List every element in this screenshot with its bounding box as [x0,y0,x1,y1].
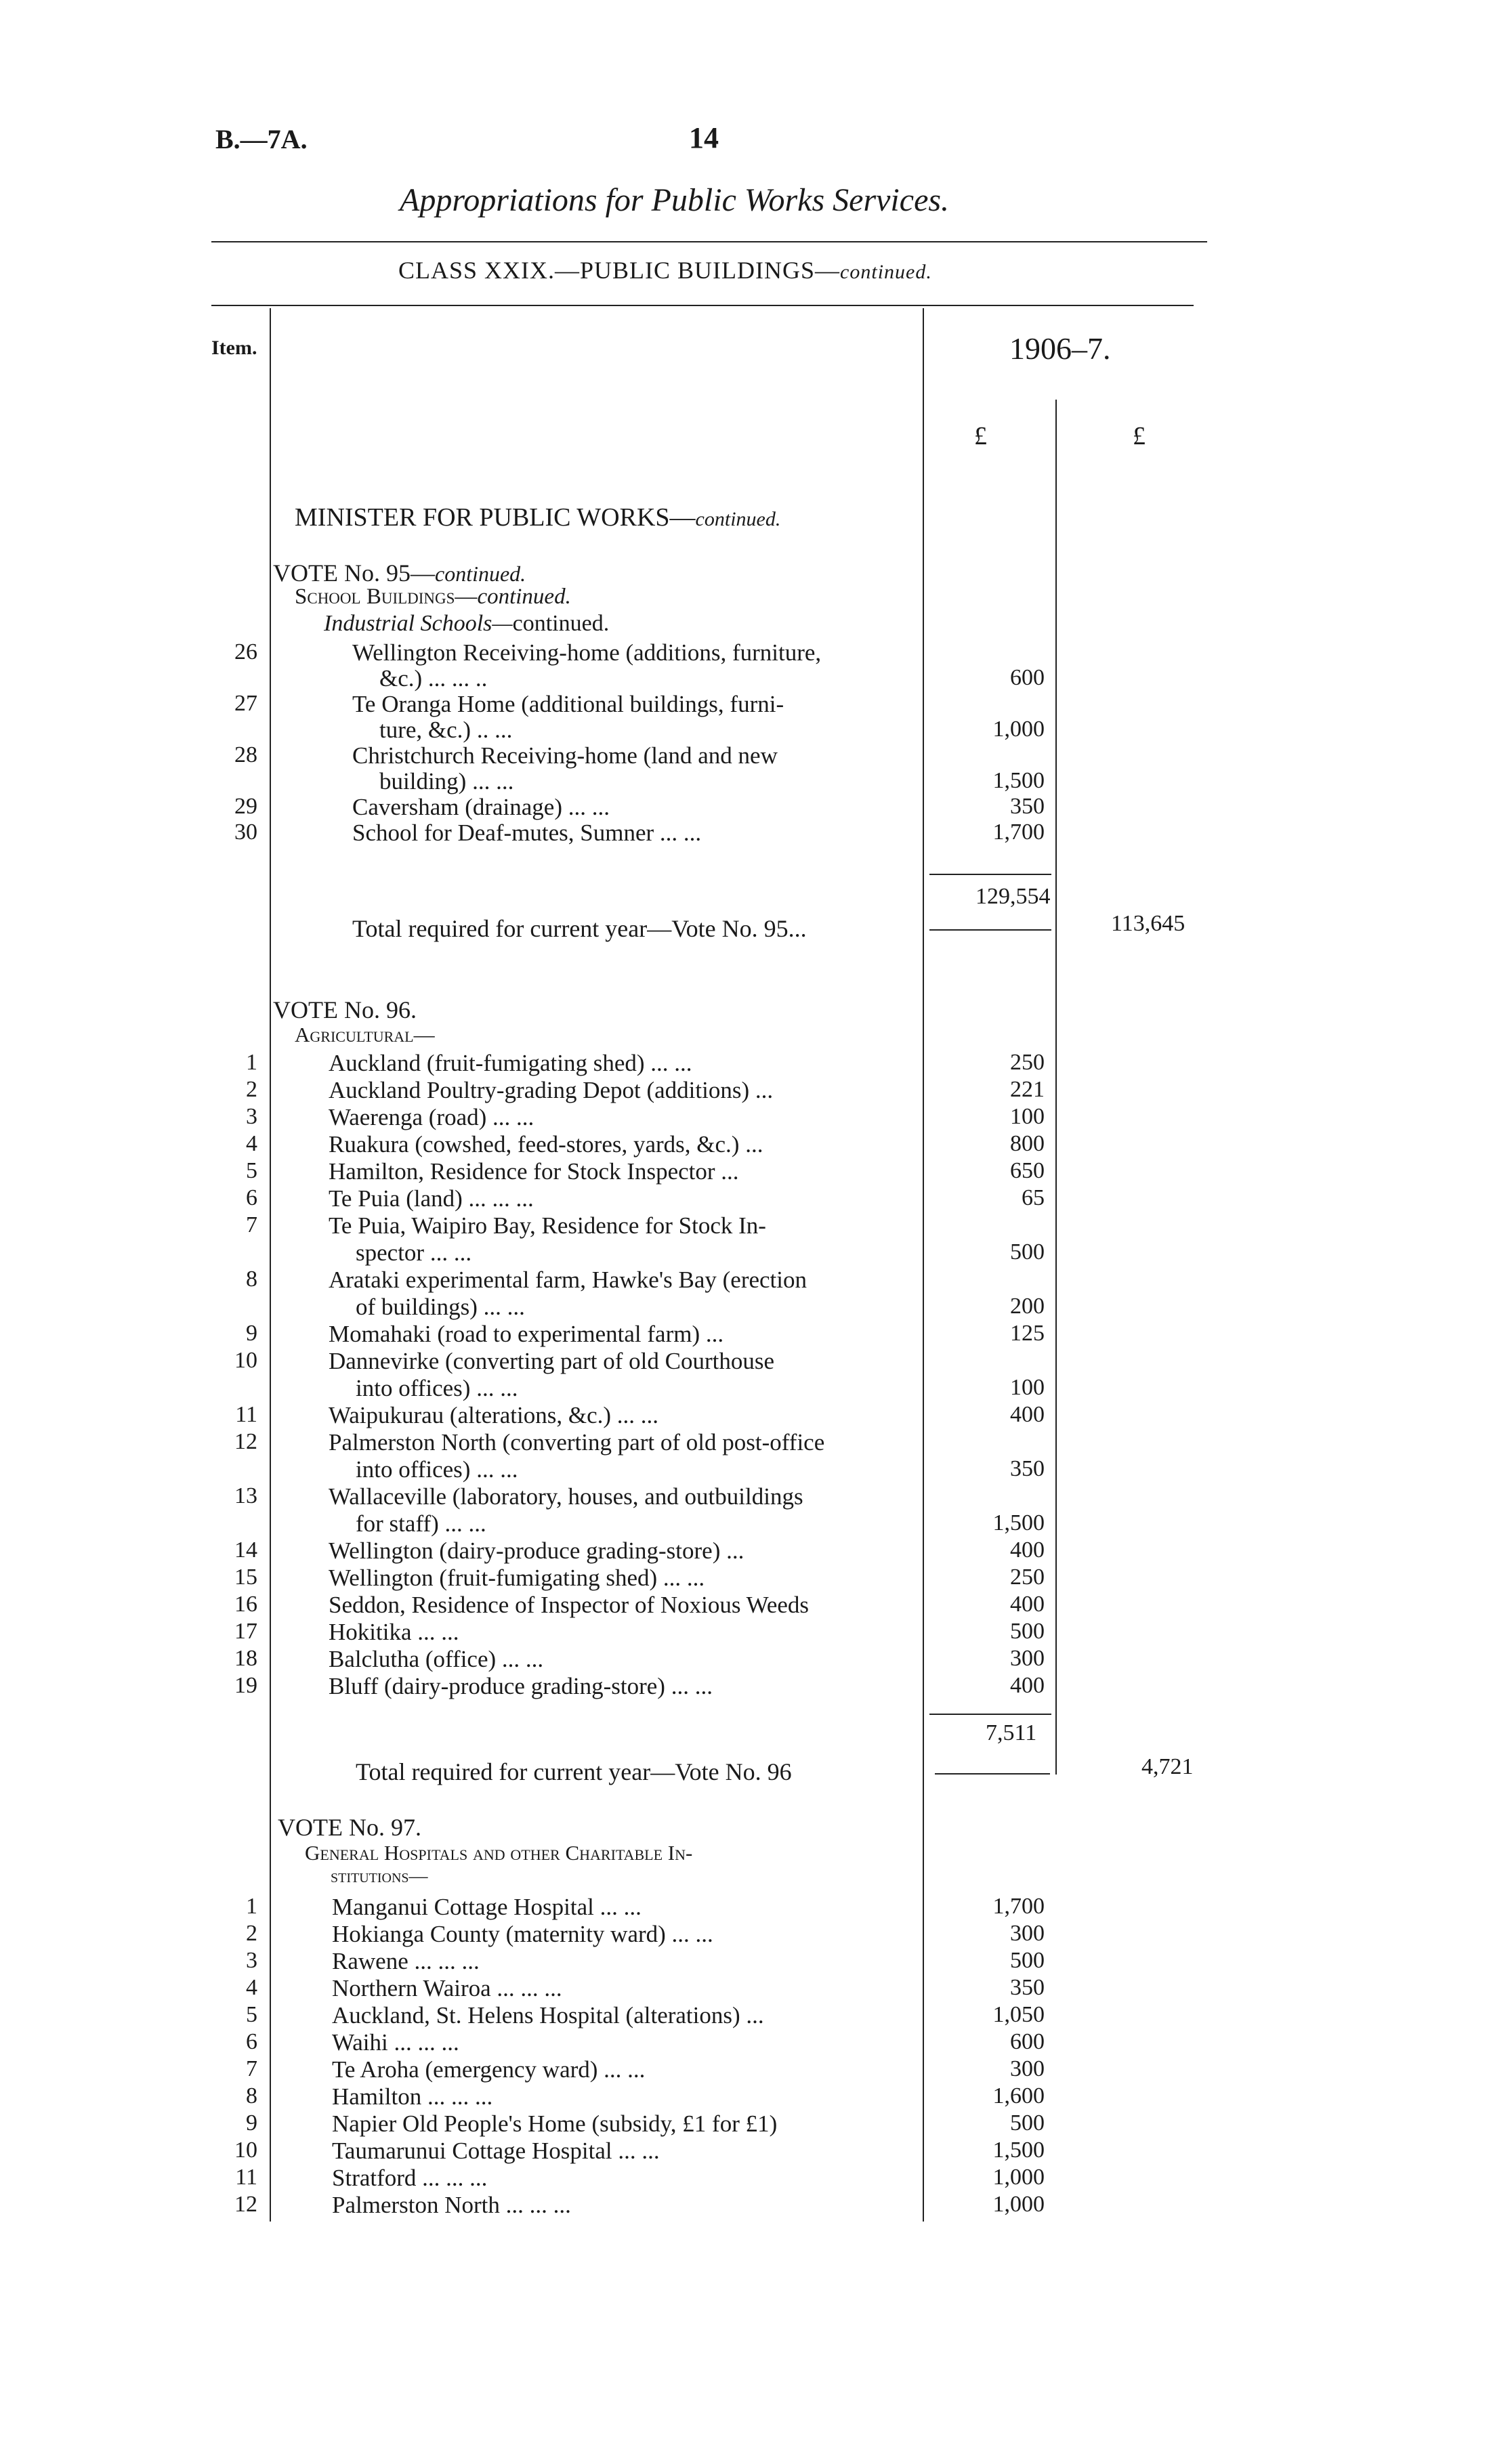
item-amount: 500 [1010,2110,1045,2136]
item-number: 12 [234,2192,257,2217]
item-amount: 1,000 [992,717,1045,742]
item-number: 7 [246,1212,257,1237]
document-reference: B.—7A. [215,124,308,154]
item-number: 12 [234,1429,257,1454]
item-number: 2 [246,1077,257,1102]
year-heading: 1906–7. [1009,331,1111,366]
item-description-continued: ture, &c.) .. ... [379,717,513,743]
item-number: 11 [235,2165,257,2190]
item-amount: 300 [1010,1921,1045,1946]
item-description: Palmerston North ... ... ... [332,2192,571,2218]
item-amount: 65 [1022,1185,1045,1210]
item-amount: 350 [1010,794,1045,819]
item-description: Waihi ... ... ... [332,2029,459,2056]
item-number: 9 [246,2110,257,2136]
minister-heading [295,503,780,532]
item-description: Caversham (drainage) ... ... [352,794,610,820]
vote95-subheading-main: School Buildings— [295,585,478,609]
item-amount: 1,000 [992,2192,1045,2217]
item-number: 1 [246,1050,257,1075]
vote95-title-main: VOTE No. 95— [273,559,435,587]
item-description-continued: into offices) ... ... [356,1375,518,1401]
item-amount: 800 [1010,1131,1045,1156]
page-title: Appropriations for Public Works Services. [400,182,950,218]
item-number: 11 [235,1402,257,1427]
item-amount: 1,600 [992,2083,1045,2108]
item-description: Arataki experimental farm, Hawke's Bay (erection [329,1267,807,1293]
class-heading [398,256,932,284]
item-column-rule [270,308,271,2222]
vote95-subsubheading [324,611,609,637]
currency-left: £ [974,422,987,450]
item-amount: 1,500 [992,2138,1045,2163]
item-description: Napier Old People's Home (subsidy, £1 for £1) [332,2110,778,2137]
item-amount: 600 [1010,665,1045,690]
item-description: Hokianga County (maternity ward) ... ... [332,1921,713,1947]
item-amount: 200 [1010,1294,1045,1319]
item-description: School for Deaf-mutes, Sumner ... ... [352,820,702,846]
item-description: Auckland (fruit-fumigating shed) ... ... [329,1050,692,1076]
item-number: 16 [234,1592,257,1617]
vote95-total-rule [929,929,1051,931]
item-amount: 1,000 [992,2165,1045,2190]
item-number: 18 [234,1646,257,1671]
item-number: 19 [234,1673,257,1698]
vote97-subheading-line1: General Hospitals and other Charitable In- [305,1841,693,1865]
item-number: 13 [234,1483,257,1508]
item-number: 6 [246,2029,257,2054]
item-amount: 600 [1010,2029,1045,2054]
item-number: 17 [234,1619,257,1644]
item-number: 26 [234,639,257,664]
vote96-total-label: Total required for current year—Vote No. 96 [356,1758,792,1785]
item-description: Palmerston North (converting part of old post-office [329,1429,825,1456]
item-number: 1 [246,1894,257,1919]
minister-heading-cont: continued. [695,508,781,530]
item-amount: 1,050 [992,2002,1045,2027]
vote96-total-rule [935,1773,1050,1775]
item-amount: 350 [1010,1975,1045,2000]
class-heading-main: CLASS XXIX.—PUBLIC BUILDINGS— [398,257,841,284]
item-description: Ruakura (cowshed, feed-stores, yards, &c.) ... [329,1131,763,1157]
item-amount: 400 [1010,1402,1045,1427]
item-number: 27 [234,691,257,716]
item-description: Waipukurau (alterations, &c.) ... ... [329,1402,659,1428]
item-amount: 300 [1010,1646,1045,1671]
item-amount: 100 [1010,1104,1045,1129]
item-amount: 100 [1010,1375,1045,1400]
item-amount: 1,700 [992,820,1045,845]
vote96-total: 4,721 [1141,1754,1194,1779]
header-rule-top [211,241,1207,242]
item-description-continued: into offices) ... ... [356,1456,518,1483]
item-amount: 1,500 [992,768,1045,793]
item-description: Te Aroha (emergency ward) ... ... [332,2056,646,2083]
item-description-continued: &c.) ... ... .. [379,665,488,692]
item-number: 9 [246,1321,257,1346]
item-description: Waerenga (road) ... ... [329,1104,534,1130]
item-amount: 350 [1010,1456,1045,1481]
item-description: Wallaceville (laboratory, houses, and outbuildings [329,1483,803,1510]
item-description: Auckland, St. Helens Hospital (alterations) ... [332,2002,764,2028]
item-description: Te Puia (land) ... ... ... [329,1185,534,1212]
item-number: 14 [234,1537,257,1563]
item-description-continued: building) ... ... [379,768,514,794]
item-description-continued: for staff) ... ... [356,1510,486,1537]
item-description-continued: spector ... ... [356,1239,472,1266]
item-number: 3 [246,1104,257,1129]
item-number: 6 [246,1185,257,1210]
vote95-subheading [295,585,571,610]
vote95-subsubheading-cont: continued. [512,611,610,636]
item-description: Christchurch Receiving-home (land and new [352,742,778,769]
vote96-title: VOTE No. 96. [273,996,417,1023]
item-description: Balclutha (office) ... ... [329,1646,544,1672]
item-description: Wellington (fruit-fumigating shed) ... ... [329,1565,705,1591]
item-description: Hamilton ... ... ... [332,2083,493,2110]
vote96-subtotal-rule [929,1714,1051,1715]
item-number: 4 [246,1975,257,2000]
item-number: 5 [246,1158,257,1183]
item-description: Momahaki (road to experimental farm) ... [329,1321,724,1347]
item-amount: 250 [1010,1050,1045,1075]
item-amount: 500 [1010,1619,1045,1644]
vote97-title: VOTE No. 97. [278,1814,421,1841]
item-description: Wellington (dairy-produce grading-store) ... [329,1537,744,1564]
vote97-subheading-line2: stitutions— [331,1866,428,1887]
item-number: 30 [234,820,257,845]
item-number: 4 [246,1131,257,1156]
item-number: 8 [246,2083,257,2108]
item-description: Seddon, Residence of Inspector of Noxious Weeds [329,1592,810,1618]
vote95-subheading-cont: continued. [477,585,571,609]
item-description: Hokitika ... ... [329,1619,459,1645]
subcolumn-rule [1055,400,1057,1775]
item-amount: 400 [1010,1592,1045,1617]
item-number: 2 [246,1921,257,1946]
item-column-label: Item. [211,337,257,359]
item-number: 29 [234,794,257,819]
item-description: Northern Wairoa ... ... ... [332,1975,562,2001]
item-description: Wellington Receiving-home (additions, furniture, [352,639,822,666]
vote95-total: 113,645 [1111,911,1185,936]
item-amount: 400 [1010,1537,1045,1563]
item-description: Auckland Poultry-grading Depot (additions) ... [329,1077,774,1103]
item-number: 7 [246,2056,257,2081]
item-description: Rawene ... ... ... [332,1948,480,1974]
item-amount: 300 [1010,2056,1045,2081]
item-amount: 650 [1010,1158,1045,1183]
item-amount: 1,700 [992,1894,1045,1919]
item-description: Taumarunui Cottage Hospital ... ... [332,2138,660,2164]
minister-heading-main: MINISTER FOR PUBLIC WORKS— [295,503,696,532]
item-number: 8 [246,1267,257,1292]
item-amount: 221 [1010,1077,1045,1102]
header-rule-bottom [211,305,1194,306]
item-number: 3 [246,1948,257,1973]
page-number: 14 [689,121,719,154]
vote95-total-label: Total required for current year—Vote No. 95... [352,915,807,942]
item-description: Bluff (dairy-produce grading-store) ... ... [329,1673,713,1699]
item-description: Stratford ... ... ... [332,2165,488,2191]
item-description: Dannevirke (converting part of old Courthouse [329,1348,775,1374]
item-description: Te Oranga Home (additional buildings, furni- [352,691,784,717]
vote95-subtotal-rule [929,874,1051,875]
item-description: Te Puia, Waipiro Bay, Residence for Stock In- [329,1212,766,1239]
vote95-subsubheading-main: Industrial Schools— [324,611,513,636]
item-description: Manganui Cottage Hospital ... ... [332,1894,642,1920]
item-amount: 125 [1010,1321,1045,1346]
item-amount: 500 [1010,1239,1045,1265]
item-description-continued: of buildings) ... ... [356,1294,525,1320]
item-amount: 1,500 [992,1510,1045,1535]
item-number: 10 [234,2138,257,2163]
item-amount: 400 [1010,1673,1045,1698]
vote95-title [273,559,526,587]
item-amount: 250 [1010,1565,1045,1590]
vote96-subheading: Agricultural— [295,1023,435,1046]
item-description: Hamilton, Residence for Stock Inspector ... [329,1158,739,1185]
vote96-subtotal: 7,511 [986,1720,1037,1745]
item-number: 10 [234,1348,257,1373]
class-heading-cont: continued. [840,261,932,283]
item-number: 5 [246,2002,257,2027]
currency-right: £ [1133,422,1146,450]
item-number: 15 [234,1565,257,1590]
vote95-subtotal: 129,554 [975,884,1051,909]
item-amount: 500 [1010,1948,1045,1973]
item-number: 28 [234,742,257,767]
vote95-title-cont: continued. [434,561,526,586]
